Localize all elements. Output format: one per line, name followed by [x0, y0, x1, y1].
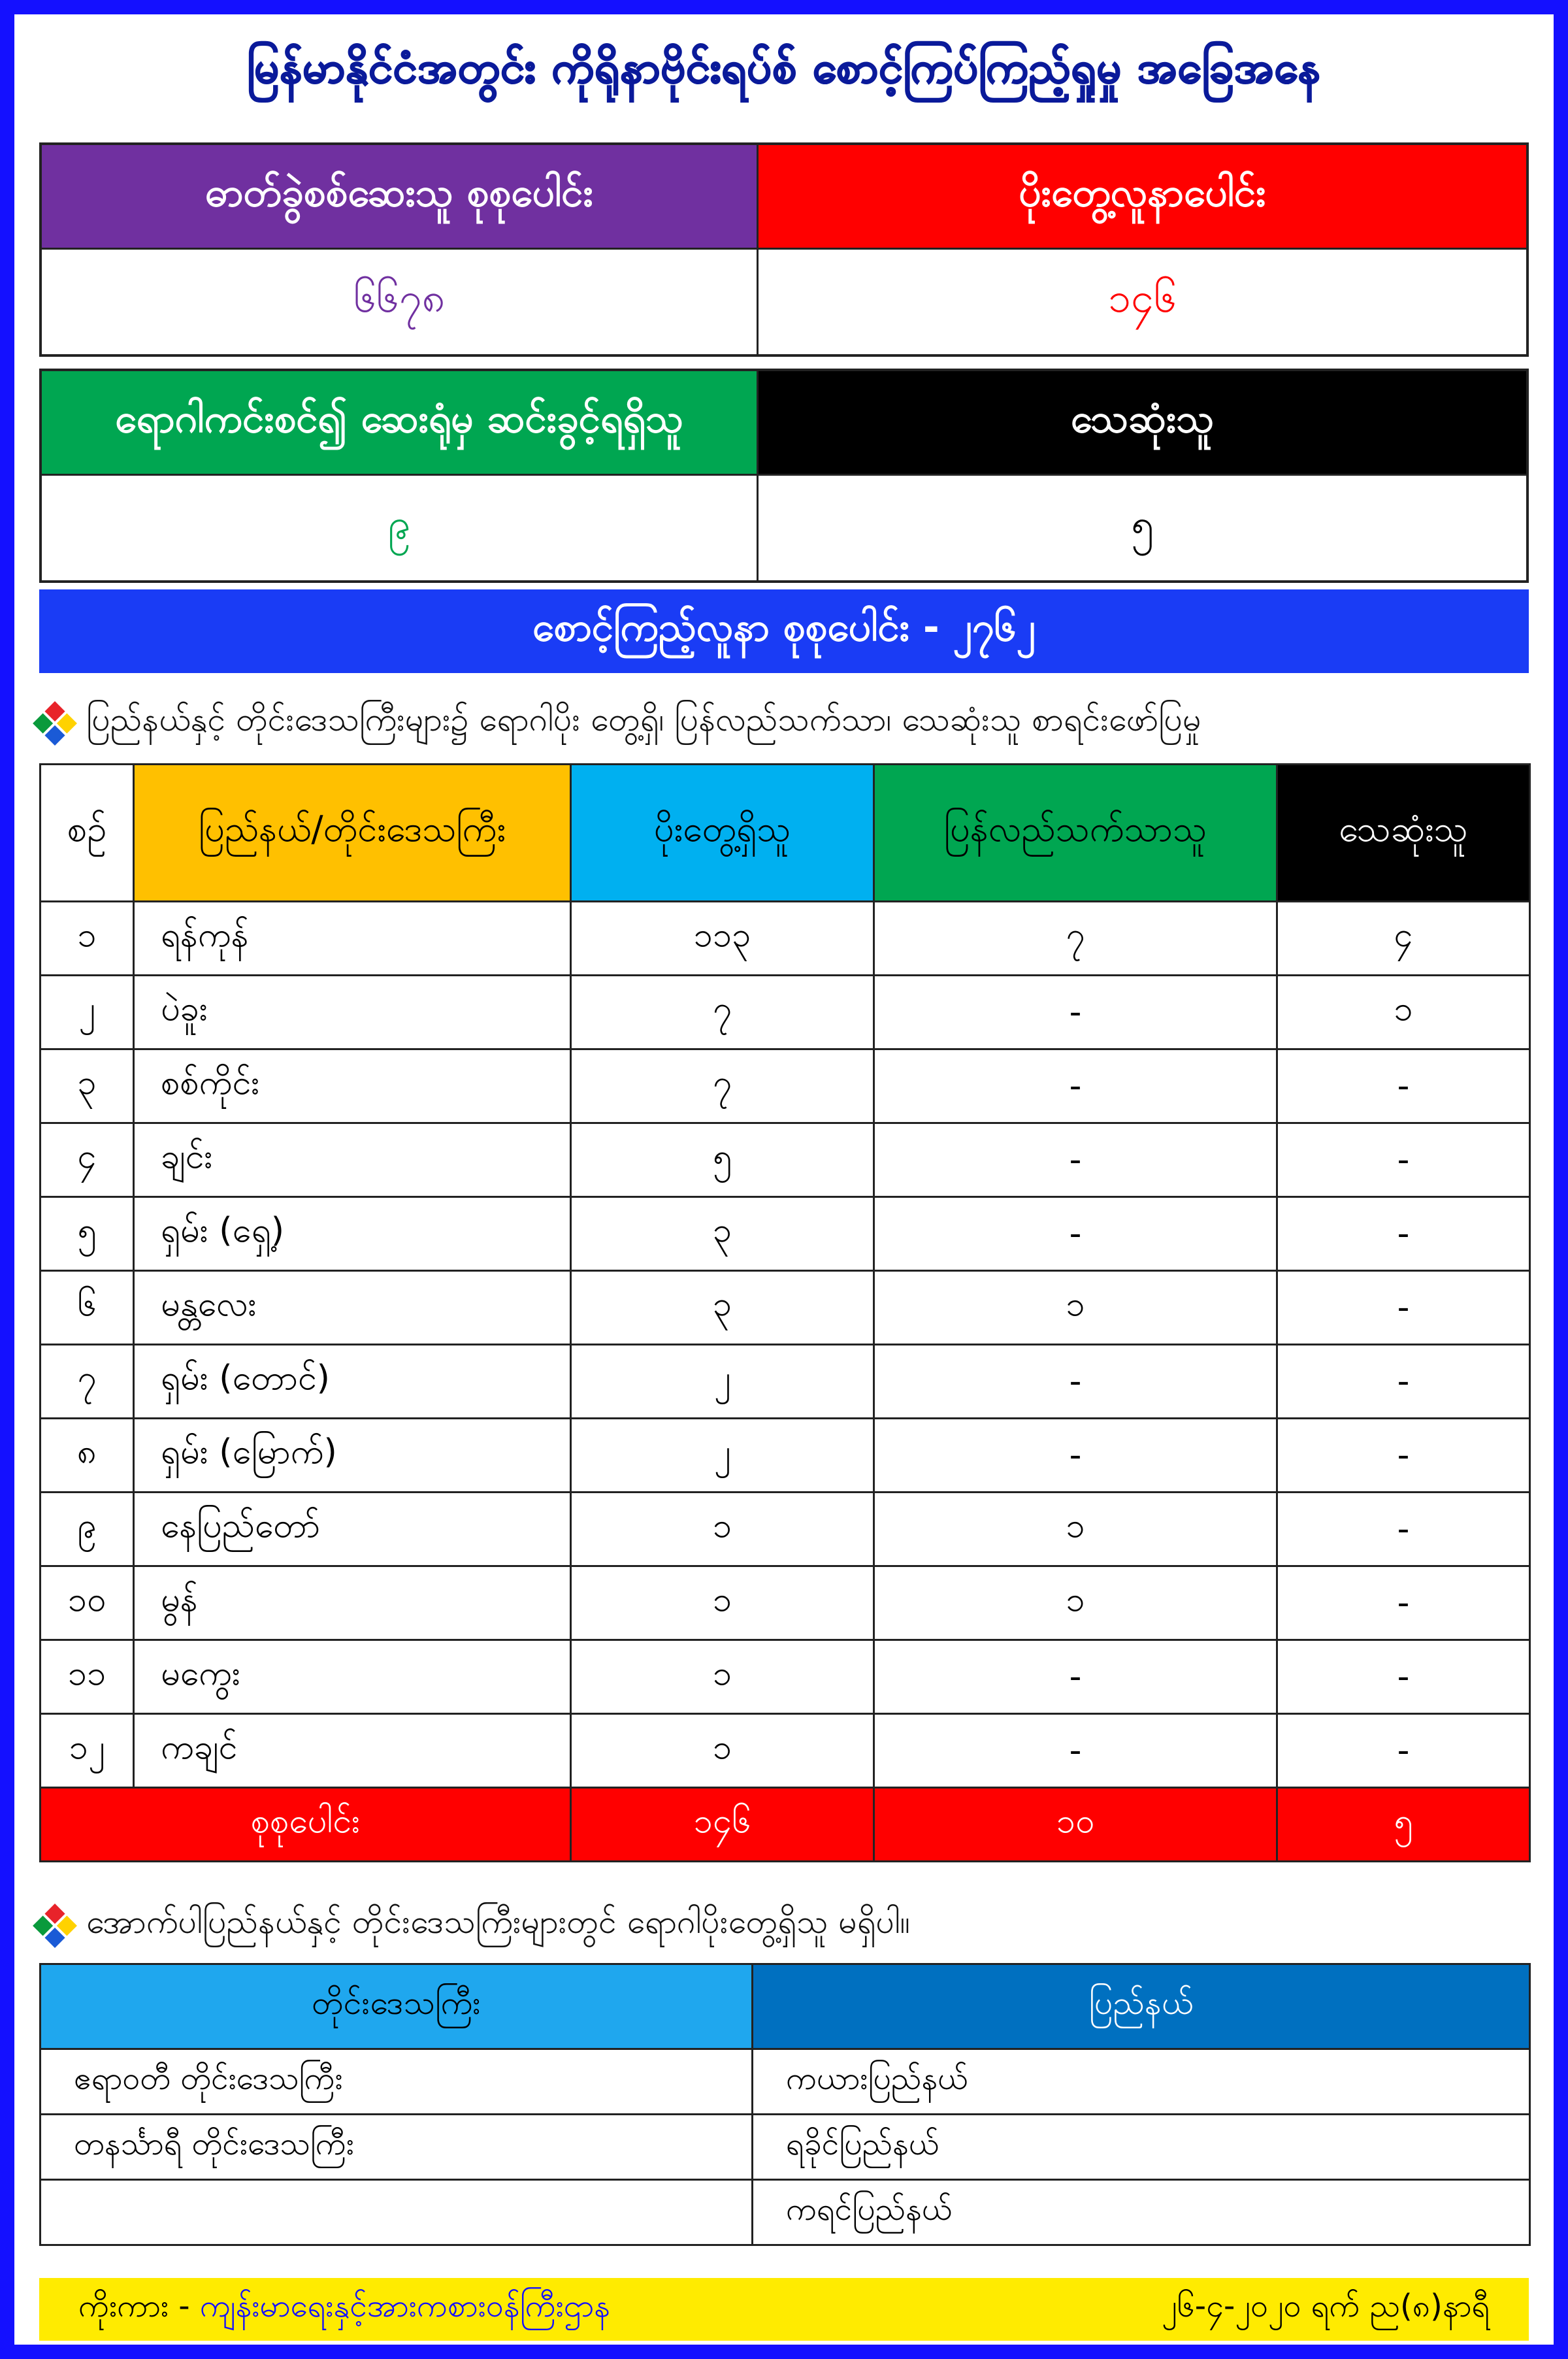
cell-positive: ၁	[571, 1493, 874, 1566]
cell-positive: ၂	[571, 1345, 874, 1419]
cell-deaths: -	[1277, 1566, 1530, 1640]
list-item	[41, 2049, 1530, 2115]
monitored-total-banner: စောင့်ကြည့်လူနာ စုစုပေါင်း - ၂၇၆၂	[39, 589, 1529, 673]
positive-label: ပိုးတွေ့လူနာပေါင်း	[759, 145, 1526, 250]
table-row	[41, 976, 1530, 1049]
cell-recovered: -	[874, 1714, 1277, 1788]
footer-date: ၂၆-၄-၂၀၂၀ ရက် ည(၈)နာရီ	[1162, 2288, 1490, 2324]
recovered-label: ရောဂါကင်းစင်၍ ဆေးရုံမှ ဆင်းခွင့်ရရှိသူ	[42, 371, 759, 476]
cell-positive: ၁	[571, 1640, 874, 1714]
table-row	[41, 1049, 1530, 1123]
table-row	[41, 1419, 1530, 1493]
table-row	[41, 1197, 1530, 1271]
cell-region: နေပြည်တော်	[134, 1493, 571, 1566]
cell-no: ၂	[41, 976, 134, 1049]
table-row	[41, 1640, 1530, 1714]
sub-cell-region	[41, 2180, 753, 2245]
page-title: မြန်မာနိုင်ငံအတွင်း ကိုရိုနာဗိုင်းရပ်စ် စောင့်ကြပ်ကြည့်ရှုမှု အခြေအနေ	[247, 42, 1321, 93]
sub-cell-state: ကရင်ပြည်နယ်	[753, 2180, 1530, 2245]
cell-region: ရှမ်း (တောင်)	[134, 1345, 571, 1419]
cell-positive: ၁	[571, 1714, 874, 1788]
col-header-positive: ပိုးတွေ့ရှိသူ	[571, 765, 874, 902]
total-positive: ၁၄၆	[571, 1788, 874, 1862]
table-row	[41, 1493, 1530, 1566]
cell-recovered: -	[874, 1419, 1277, 1493]
col-header-deaths: သေဆုံးသူ	[1277, 765, 1530, 902]
cell-deaths: -	[1277, 1345, 1530, 1419]
cell-positive: ၂	[571, 1419, 874, 1493]
cell-recovered: -	[874, 976, 1277, 1049]
cell-deaths: -	[1277, 1049, 1530, 1123]
diamond-bullet-icon	[33, 1904, 77, 1948]
cell-deaths: -	[1277, 1271, 1530, 1345]
cell-region: ရန်ကုန်	[134, 902, 571, 976]
cell-positive: ၅	[571, 1123, 874, 1197]
cell-positive: ၇	[571, 976, 874, 1049]
cell-positive: ၇	[571, 1049, 874, 1123]
summary-recovered-deaths	[39, 369, 1529, 583]
cell-recovered: -	[874, 1345, 1277, 1419]
tested-label: ဓာတ်ခွဲစစ်ဆေးသူ စုစုပေါင်း	[42, 145, 759, 250]
cell-recovered: ၁	[874, 1566, 1277, 1640]
total-recovered: ၁၀	[874, 1788, 1277, 1862]
cell-no: ၁	[41, 902, 134, 976]
deaths-label: သေဆုံးသူ	[759, 371, 1526, 476]
note-text: ပြည်နယ်နှင့် တိုင်းဒေသကြီးများ၌ ရောဂါပိုး တွေ့ရှိ၊ ပြန်လည်သက်သာ၊ သေဆုံးသူ စာရင်းဖော်ပြမှု	[86, 701, 1201, 738]
cell-region: ရှမ်း (ရှေ့)	[134, 1197, 571, 1271]
cell-region: မွန်	[134, 1566, 571, 1640]
cell-recovered: -	[874, 1049, 1277, 1123]
cell-no: ၉	[41, 1493, 134, 1566]
col-header-no: စဉ်	[41, 765, 134, 902]
sub-cell-region: တနင်္သာရီ တိုင်းဒေသကြီး	[41, 2115, 753, 2180]
deaths-value: ၅	[759, 476, 1526, 580]
regions-table	[39, 763, 1531, 1862]
cell-no: ၆	[41, 1271, 134, 1345]
cell-no: ၁၁	[41, 1640, 134, 1714]
cell-no: ၄	[41, 1123, 134, 1197]
cell-deaths: -	[1277, 1640, 1530, 1714]
sub-header-region: တိုင်းဒေသကြီး	[41, 1964, 753, 2049]
footer-source	[78, 2286, 610, 2332]
cell-no: ၇	[41, 1345, 134, 1419]
sub-header-row	[41, 1964, 1530, 2049]
tested-value: ၆၆၇၈	[42, 250, 759, 354]
cell-no: ၈	[41, 1419, 134, 1493]
cell-no: ၁၂	[41, 1714, 134, 1788]
cell-region: ချင်း	[134, 1123, 571, 1197]
recovered-value: ၉	[42, 476, 759, 580]
cell-region: မကွေး	[134, 1640, 571, 1714]
table-total-row	[41, 1788, 1530, 1862]
col-header-region: ပြည်နယ်/တိုင်းဒေသကြီး	[134, 765, 571, 902]
cell-deaths: -	[1277, 1493, 1530, 1566]
note-no-cases-heading	[39, 1902, 910, 1949]
sub-cell-state: ကယားပြည်နယ်	[753, 2049, 1530, 2115]
list-item	[41, 2180, 1530, 2245]
cell-region: ကချင်	[134, 1714, 571, 1788]
table-row	[41, 902, 1530, 976]
cell-region: ပဲခူး	[134, 976, 571, 1049]
cell-deaths: -	[1277, 1419, 1530, 1493]
cell-deaths: -	[1277, 1714, 1530, 1788]
cell-positive: ၃	[571, 1271, 874, 1345]
positive-value: ၁၄၆	[759, 250, 1526, 354]
cell-positive: ၃	[571, 1197, 874, 1271]
table-row	[41, 1123, 1530, 1197]
table-row	[41, 1345, 1530, 1419]
no-cases-table	[39, 1963, 1531, 2246]
note-regions-heading	[39, 699, 1201, 747]
sub-cell-state: ရခိုင်ပြည်နယ်	[753, 2115, 1530, 2180]
sub-cell-region: ဧရာဝတီ တိုင်းဒေသကြီး	[41, 2049, 753, 2115]
cell-recovered: ၁	[874, 1493, 1277, 1566]
cell-region: ရှမ်း (မြောက်)	[134, 1419, 571, 1493]
cell-positive: ၁၁၃	[571, 902, 874, 976]
cell-recovered: -	[874, 1197, 1277, 1271]
cell-no: ၅	[41, 1197, 134, 1271]
infographic	[14, 14, 1554, 2345]
cell-region: မန္တလေး	[134, 1271, 571, 1345]
cell-deaths: ၄	[1277, 902, 1530, 976]
cell-region: စစ်ကိုင်း	[134, 1049, 571, 1123]
diamond-bullet-icon	[33, 701, 77, 746]
source-ministry: ကျန်းမာရေးနှင့်အားကစားဝန်ကြီးဌာန	[199, 2288, 610, 2324]
cell-recovered: -	[874, 1640, 1277, 1714]
summary-tested-positive	[39, 142, 1529, 357]
table-row	[41, 1566, 1530, 1640]
table-row	[41, 1714, 1530, 1788]
footer-source-bar	[39, 2278, 1529, 2341]
cell-recovered: ၇	[874, 902, 1277, 976]
list-item	[41, 2115, 1530, 2180]
cell-deaths: ၁	[1277, 976, 1530, 1049]
sub-header-state: ပြည်နယ်	[753, 1964, 1530, 2049]
cell-deaths: -	[1277, 1123, 1530, 1197]
total-label: စုစုပေါင်း	[41, 1788, 571, 1862]
total-deaths: ၅	[1277, 1788, 1530, 1862]
cell-positive: ၁	[571, 1566, 874, 1640]
table-row	[41, 1271, 1530, 1345]
cell-no: ၃	[41, 1049, 134, 1123]
cell-recovered: ၁	[874, 1271, 1277, 1345]
table-header-row	[41, 765, 1530, 902]
source-prefix: ကိုးကား -	[78, 2288, 200, 2324]
note-text: အောက်ပါပြည်နယ်နှင့် တိုင်းဒေသကြီးများတွင် ရောဂါပိုးတွေ့ရှိသူ မရှိပါ။	[86, 1903, 910, 1941]
cell-no: ၁၀	[41, 1566, 134, 1640]
col-header-recovered: ပြန်လည်သက်သာသူ	[874, 765, 1277, 902]
cell-recovered: -	[874, 1123, 1277, 1197]
cell-deaths: -	[1277, 1197, 1530, 1271]
